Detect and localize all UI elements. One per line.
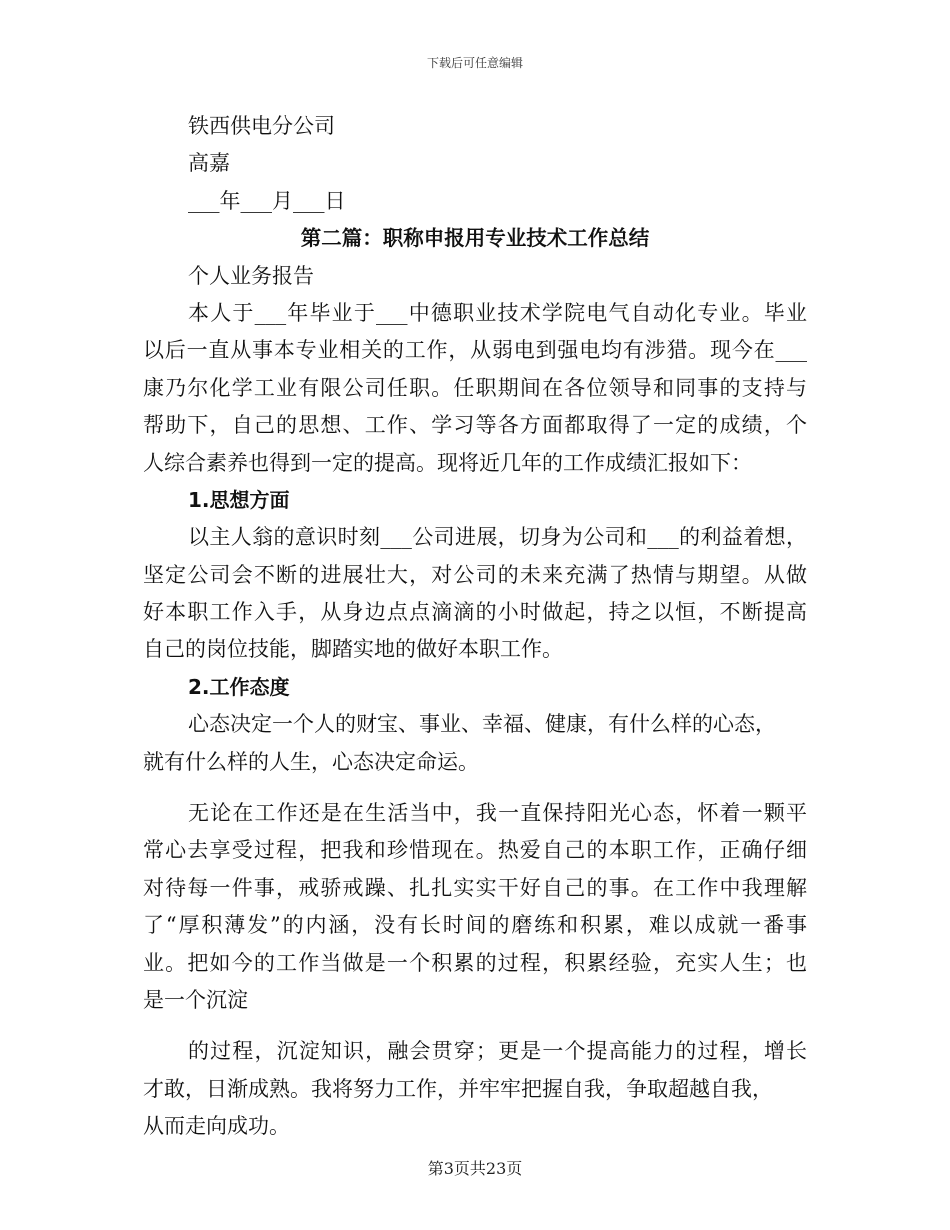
page-footer: 第3页共23页 [427,1159,523,1178]
text-line: 常心去享受过程，把我和珍惜现在。热爱自己的本职工作，正确仔细 [143,838,807,863]
text-line: 无论在工作还是在生活当中，我一直保持阳光心态，怀着一颗平 [188,801,807,826]
text-line: 帮助下，自己的思想、工作、学习等各方面都取得了一定的成绩，个 [143,413,807,438]
section2-paragraph-3 [143,1033,807,1145]
text-line: 人综合素养也得到一定的提高。现将近几年的工作成绩汇报如下： [143,450,752,475]
section2-paragraph-2 [143,795,807,1019]
text-line: 本人于___年毕业于___中德职业技术学院电气自动化专业。毕业 [188,300,807,325]
signature-company: 铁西供电分公司 [188,114,335,138]
text-line: 从而走向成功。 [143,1114,290,1139]
section2-paragraph-1 [143,706,807,781]
text-line: 了“厚积薄发”的内涵，没有长时间的磨练和积累，难以成就一番事 [143,913,807,938]
section-title: 第二篇：职称申报用专业技术工作总结 [300,226,650,251]
text-line: 是一个沉淀 [143,987,248,1012]
text-line: 以后一直从事本专业相关的工作，从弱电到强电均有涉猎。现今在___ [143,338,807,363]
section1-heading: 1.思想方面 [188,487,290,512]
text-line: 心态决定一个人的财宝、事业、幸福、健康，有什么样的心态， [188,712,776,737]
text-line: 自己的岗位技能，脚踏实地的做好本职工作。 [143,637,563,662]
section2-heading: 2.工作态度 [188,674,290,699]
text-line: 才敢，日渐成熟。我将努力工作，并牢牢把握自我，争取超越自我， [143,1076,773,1101]
document-body [143,108,807,1146]
section1-paragraph [143,519,807,669]
text-line: 对待每一件事，戒骄戒躁、扎扎实实干好自己的事。在工作中我理解 [143,875,807,900]
page-header: 下载后可任意编辑 [426,56,523,70]
text-line: 的过程，沉淀知识，融会贯穿；更是一个提高能力的过程，增长 [188,1039,807,1064]
intro-paragraph [143,295,807,482]
text-line: 以主人翁的意识时刻___公司进展，切身为公司和___的利益着想， [188,525,807,550]
text-line: 康乃尔化学工业有限公司任职。任职期间在各位领导和同事的支持与 [143,375,807,400]
report-label: 个人业务报告 [188,263,314,288]
text-line: 坚定公司会不断的进展壮大，对公司的未来充满了热情与期望。从做 [143,562,807,587]
text-line: 好本职工作入手，从身边点点滴滴的小时做起，持之以恒，不断提高 [143,600,807,625]
signature-name: 高嘉 [188,151,230,176]
text-line: 业。把如今的工作当做是一个积累的过程，积累经验，充实人生；也 [143,950,807,975]
signature-date: ___年___月___日 [188,188,346,213]
text-line: 就有什么样的人生，心态决定命运。 [143,749,479,774]
